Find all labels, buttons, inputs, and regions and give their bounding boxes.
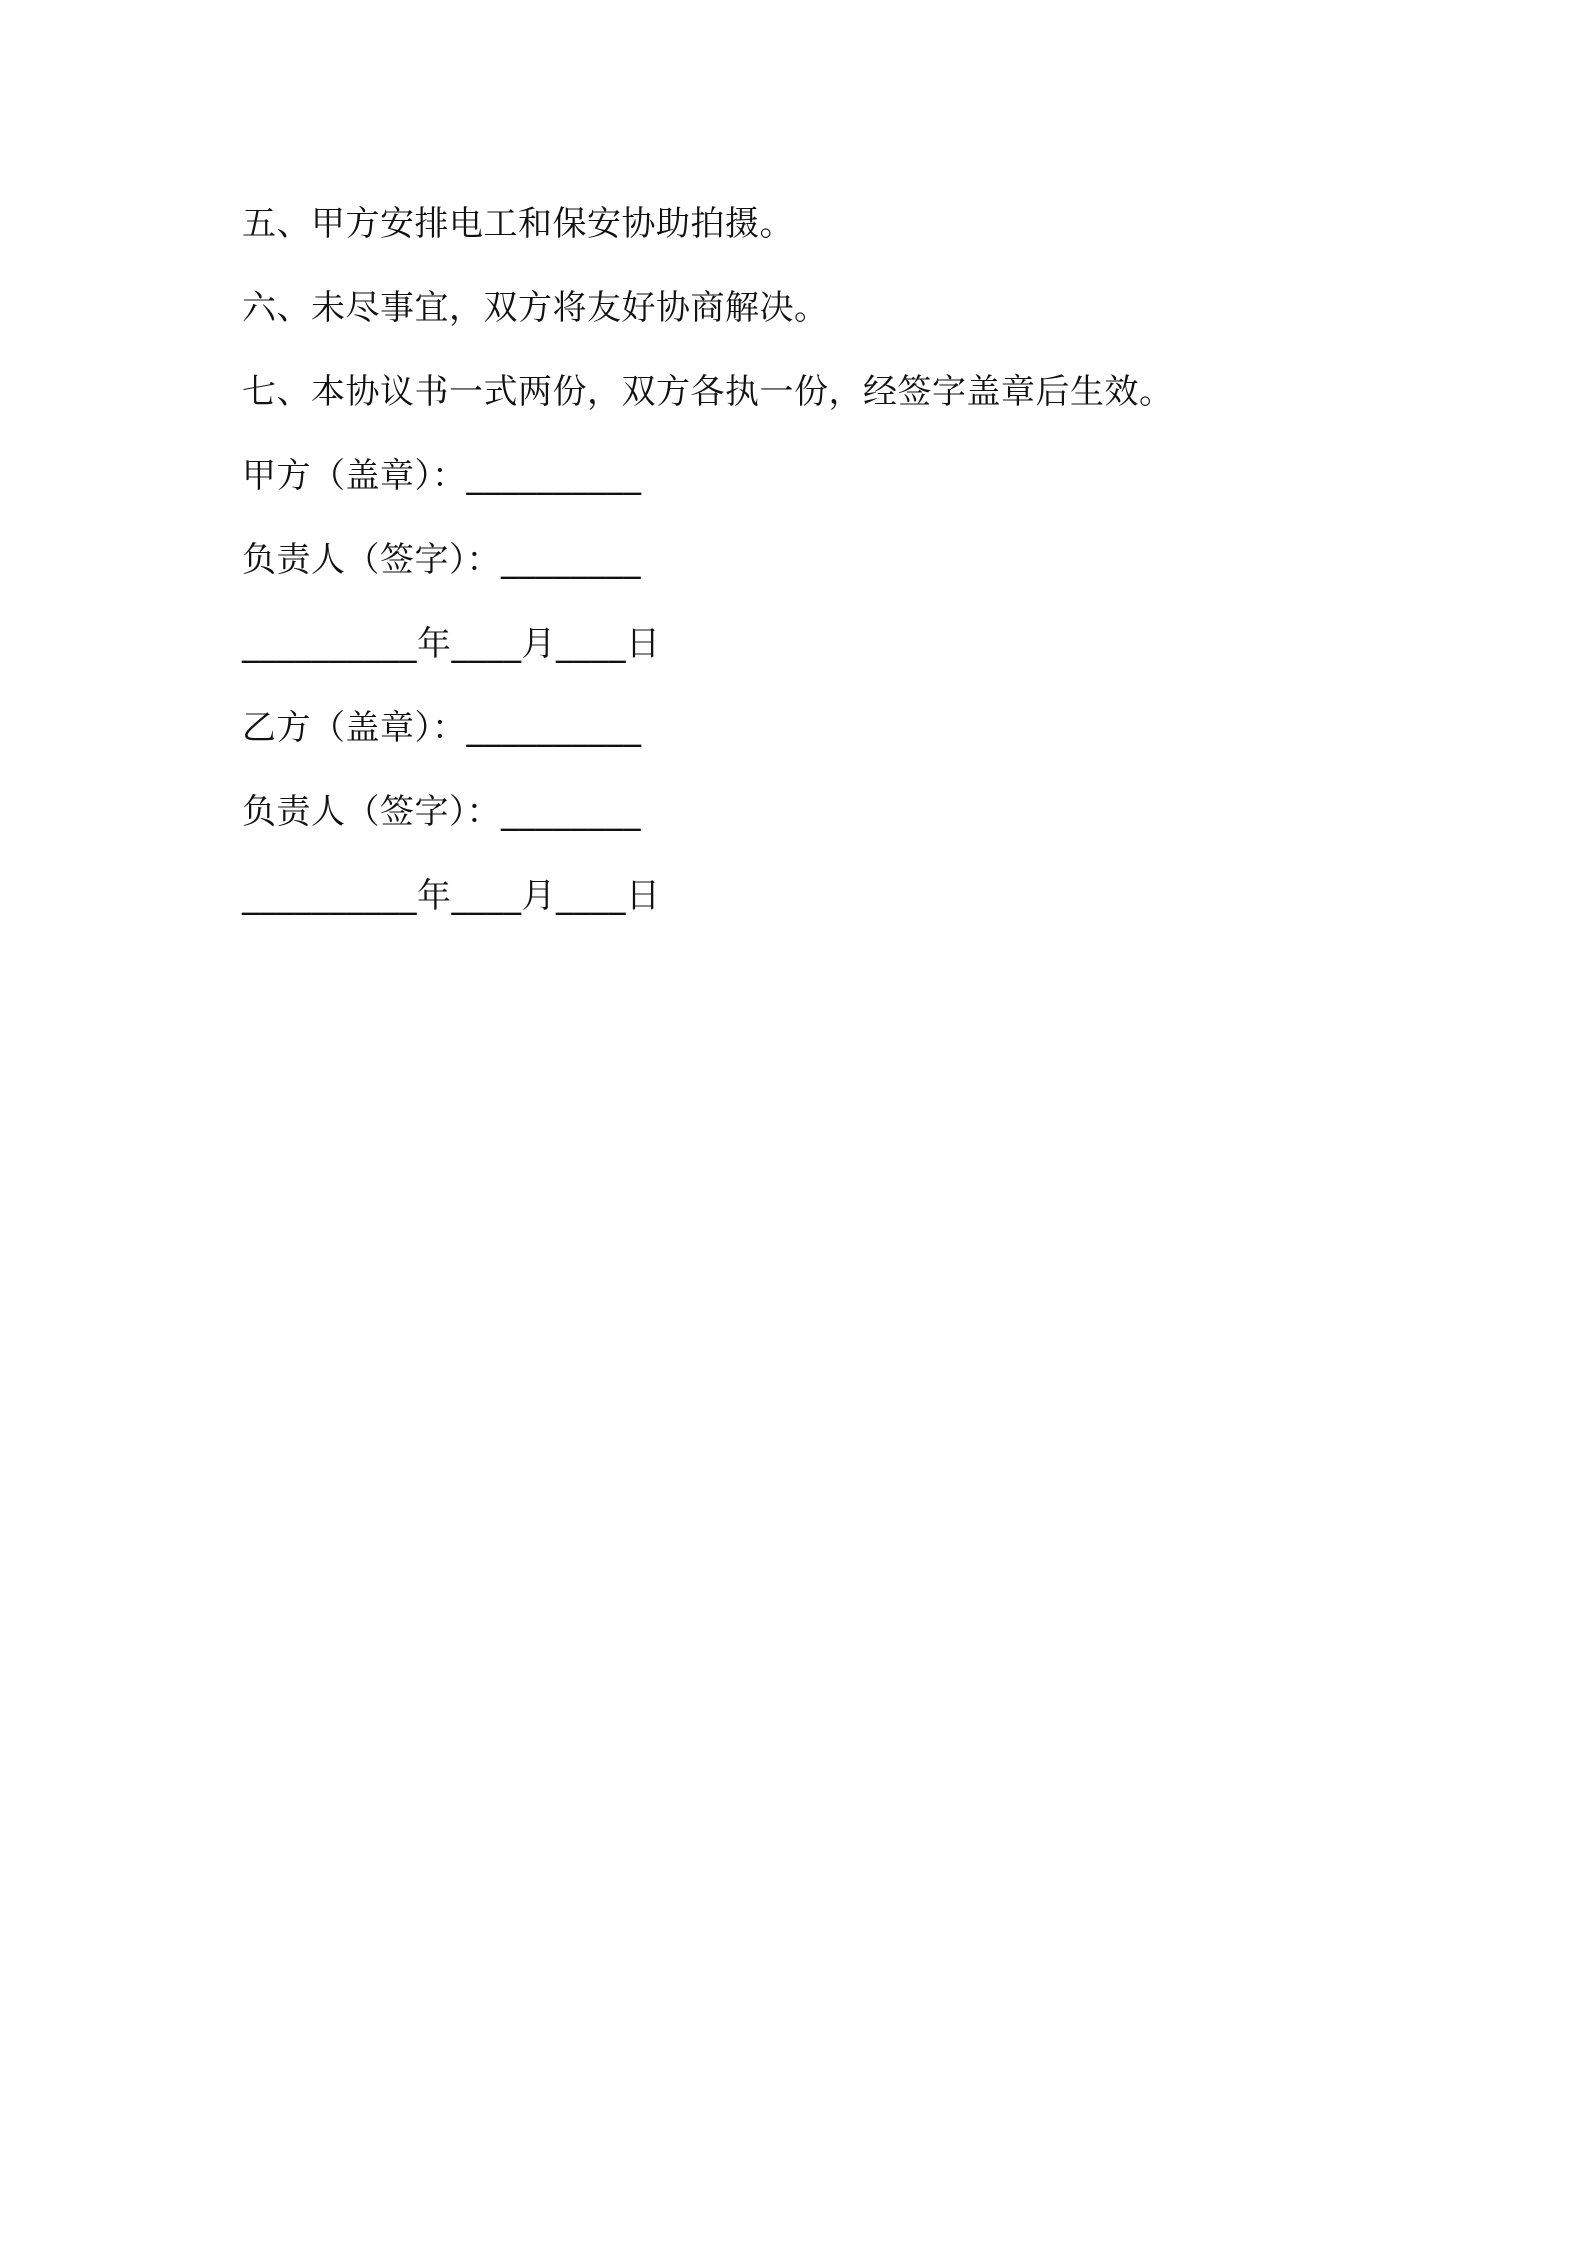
clause-7: 七、本协议书一式两份，双方各执一份，经签字盖章后生效。	[242, 372, 1174, 412]
party-a-signer-line: 负责人（签字）：________	[242, 540, 641, 580]
party-b-date-line: __________年____月____日	[242, 876, 661, 916]
clause-6: 六、未尽事宜，双方将友好协商解决。	[242, 288, 829, 328]
document-body	[242, 200, 1392, 956]
party-b-signer-line: 负责人（签字）：________	[242, 792, 641, 832]
party-b-seal-line: 乙方（盖章）：__________	[242, 708, 642, 748]
party-a-seal-line: 甲方（盖章）：__________	[242, 456, 642, 496]
party-a-date-line: __________年____月____日	[242, 624, 661, 664]
clause-5: 五、甲方安排电工和保安协助拍摄。	[242, 204, 794, 244]
